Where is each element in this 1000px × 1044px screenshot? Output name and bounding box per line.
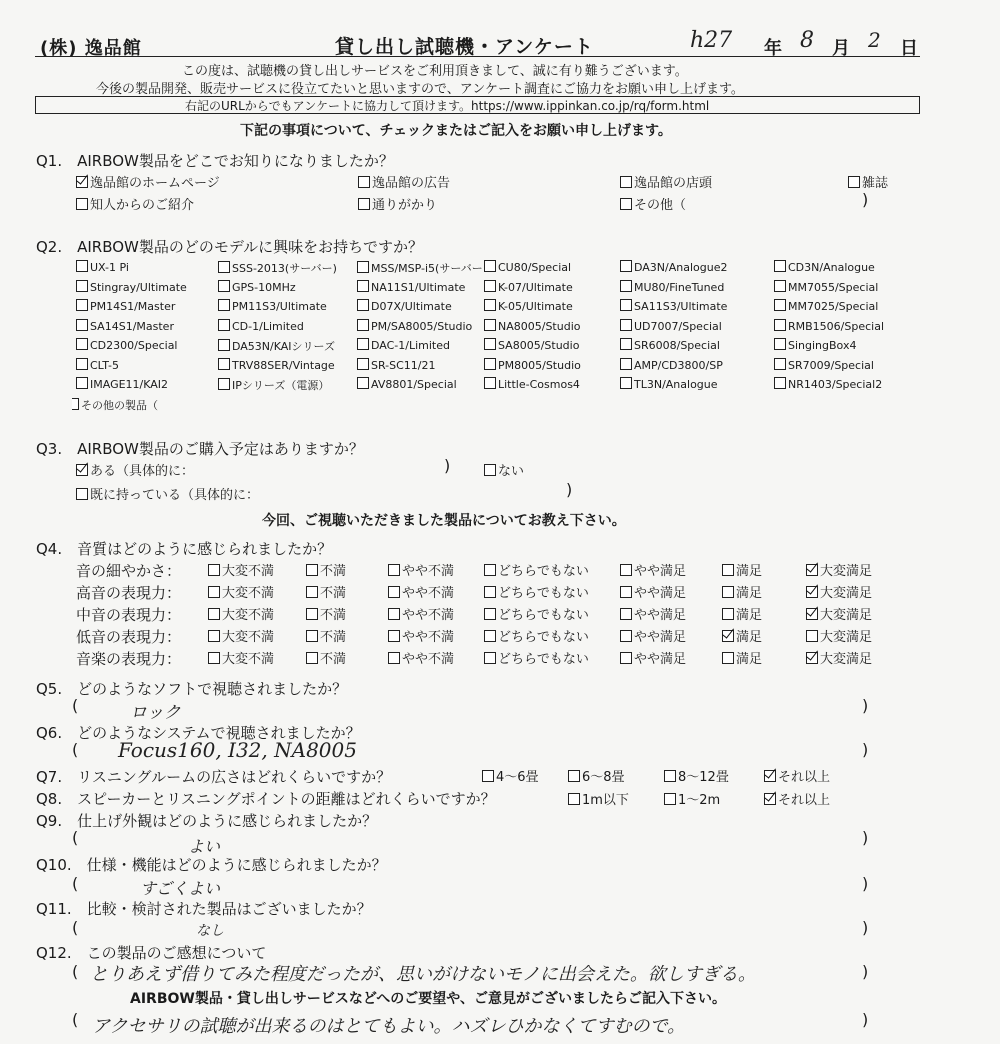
- header-rule: [35, 56, 920, 57]
- q2-other-products[interactable]: その他の製品（: [72, 397, 158, 413]
- q4-row-label: 音の細やかさ：: [76, 562, 182, 580]
- q1-option-store[interactable]: 逸品館の店頭: [620, 172, 712, 191]
- checkbox-icon[interactable]: [388, 652, 400, 664]
- q4-row-label: 中音の表現力：: [76, 606, 182, 624]
- checkbox-icon[interactable]: [620, 319, 632, 331]
- checkbox-icon[interactable]: [306, 586, 318, 598]
- q2-model-option[interactable]: Stingray/Ultimate: [76, 280, 187, 294]
- q1-option-passing[interactable]: 通りがかり: [358, 194, 437, 213]
- date-year-value: h27: [690, 28, 733, 53]
- checkbox-icon[interactable]: [357, 377, 369, 389]
- q6-answer[interactable]: Focus160, I32, NA8005: [118, 738, 357, 762]
- q4-rating-option[interactable]: 不満: [306, 604, 346, 623]
- q7-option[interactable]: 8～12畳: [664, 766, 729, 785]
- q1-option-magazine[interactable]: 雑誌: [848, 172, 888, 191]
- q4-rating-option[interactable]: やや満足: [620, 560, 686, 579]
- checkbox-icon[interactable]: [357, 299, 369, 311]
- checkbox-icon[interactable]: [76, 377, 88, 389]
- checkbox-icon[interactable]: [620, 586, 632, 598]
- q4-rating-option[interactable]: やや不満: [388, 582, 454, 601]
- date-day-value: 2: [868, 28, 881, 52]
- q4-rating-option[interactable]: 不満: [306, 626, 346, 645]
- date-day-label: 日: [900, 38, 919, 59]
- checkbox-icon[interactable]: [484, 377, 496, 389]
- checkbox-icon[interactable]: [357, 261, 369, 273]
- checkbox-icon[interactable]: [76, 198, 88, 210]
- q4-rating-option[interactable]: 大変満足: [806, 604, 872, 623]
- q2-model-option[interactable]: PM/SA8005/Studio: [357, 319, 472, 333]
- q4-rating-option[interactable]: 大変満足: [806, 626, 872, 645]
- q5-close: ): [862, 696, 869, 715]
- checkbox-checked-icon[interactable]: [722, 630, 734, 642]
- checkbox-icon[interactable]: [357, 280, 369, 292]
- q4-rating-option[interactable]: 満足: [722, 626, 762, 645]
- q2-model-option[interactable]: AMP/CD3800/SP: [620, 358, 723, 372]
- q2-model-option[interactable]: DA53N/KAIシリーズ: [218, 338, 335, 354]
- date-month-label: 月: [832, 38, 851, 59]
- q11-answer[interactable]: なし: [196, 923, 224, 939]
- q4-rating-option[interactable]: 満足: [722, 560, 762, 579]
- q2-model-option[interactable]: CD-1/Limited: [218, 319, 304, 333]
- q2-model-option[interactable]: Little-Cosmos4: [484, 377, 580, 391]
- q1-option-ad[interactable]: 逸品館の広告: [358, 172, 450, 191]
- checkbox-icon[interactable]: [388, 608, 400, 620]
- checkbox-checked-icon[interactable]: [806, 652, 818, 664]
- checkbox-checked-icon[interactable]: [76, 176, 88, 188]
- checkbox-icon[interactable]: [208, 652, 220, 664]
- checkbox-icon[interactable]: [620, 358, 632, 370]
- q4-rating-option[interactable]: 大変満足: [806, 582, 872, 601]
- checkbox-icon[interactable]: [388, 564, 400, 576]
- q7-option[interactable]: それ以上: [764, 766, 830, 785]
- checkbox-icon[interactable]: [774, 377, 786, 389]
- q4-rating-option[interactable]: 大変不満: [208, 626, 274, 645]
- checkbox-icon[interactable]: [72, 398, 79, 410]
- q10-label: Q10. 仕様・機能はどのように感じられましたか？: [36, 856, 387, 874]
- checkbox-icon[interactable]: [774, 358, 786, 370]
- q4-rating-option[interactable]: 不満: [306, 560, 346, 579]
- q12-open: (: [72, 962, 79, 981]
- q4-rating-option[interactable]: 大変満足: [806, 648, 872, 667]
- intro-line-2: 今後の製品開発、販売サービスに役立てたいと思いますので、アンケート調査にご協力をお願い申し上げます。: [96, 82, 744, 97]
- q9-close: ): [862, 828, 869, 847]
- q2-model-option[interactable]: K-07/Ultimate: [484, 280, 573, 294]
- checkbox-icon[interactable]: [774, 338, 786, 350]
- q4-rating-option[interactable]: どちらでもない: [484, 582, 589, 601]
- q1-label: Q1. AIRBOW製品をどこでお知りになりましたか？: [36, 152, 394, 170]
- q4-rating-option[interactable]: 大変不満: [208, 582, 274, 601]
- footer-request: AIRBOW製品・貸し出しサービスなどへのご要望や、ご意見がございましたらご記入下さい。: [130, 991, 726, 1007]
- q4-rating-option[interactable]: どちらでもない: [484, 626, 589, 645]
- q6-label: Q6. どのようなシステムで視聴されましたか？: [36, 724, 361, 742]
- checkbox-icon[interactable]: [218, 339, 230, 351]
- checkbox-icon[interactable]: [484, 338, 496, 350]
- checkbox-icon[interactable]: [620, 260, 632, 272]
- q2-model-option[interactable]: SSS-2013(サーバー): [218, 260, 337, 276]
- checkbox-icon[interactable]: [76, 280, 88, 292]
- q4-rating-option[interactable]: やや満足: [620, 626, 686, 645]
- q2-model-option[interactable]: GPS-10MHz: [218, 280, 296, 294]
- footer-answer[interactable]: アクセサリの試聴が出来るのはとてもよい。ハズレひかなくてすむので。: [92, 1016, 686, 1037]
- checkbox-icon[interactable]: [568, 793, 580, 805]
- checkbox-icon[interactable]: [620, 564, 632, 576]
- q2-model-option[interactable]: DAC-1/Limited: [357, 338, 450, 352]
- checkbox-checked-icon[interactable]: [764, 793, 776, 805]
- q2-model-option[interactable]: MM7025/Special: [774, 299, 878, 313]
- checkbox-checked-icon[interactable]: [764, 770, 776, 782]
- checkbox-icon[interactable]: [620, 280, 632, 292]
- q2-model-option[interactable]: D07X/Ultimate: [357, 299, 452, 313]
- checkbox-icon[interactable]: [568, 770, 580, 782]
- checkbox-icon[interactable]: [848, 176, 860, 188]
- q2-model-option[interactable]: NA11S1/Ultimate: [357, 280, 465, 294]
- q2-model-option[interactable]: SA8005/Studio: [484, 338, 579, 352]
- q2-model-option[interactable]: RMB1506/Special: [774, 319, 884, 333]
- q4-rating-option[interactable]: 大変不満: [208, 648, 274, 667]
- checkbox-icon[interactable]: [208, 564, 220, 576]
- checkbox-icon[interactable]: [76, 299, 88, 311]
- q4-rating-option[interactable]: やや不満: [388, 648, 454, 667]
- checkbox-icon[interactable]: [388, 586, 400, 598]
- checkbox-icon[interactable]: [484, 280, 496, 292]
- checkbox-icon[interactable]: [620, 338, 632, 350]
- q2-model-option[interactable]: SR6008/Special: [620, 338, 720, 352]
- q4-rating-option[interactable]: やや不満: [388, 560, 454, 579]
- q2-model-option[interactable]: PM8005/Studio: [484, 358, 581, 372]
- q9-label: Q9. 仕上げ外観はどのように感じられましたか？: [36, 812, 378, 830]
- checkbox-icon[interactable]: [357, 319, 369, 331]
- checkbox-icon[interactable]: [76, 358, 88, 370]
- checkbox-icon[interactable]: [306, 608, 318, 620]
- q2-model-option[interactable]: NA8005/Studio: [484, 319, 581, 333]
- q3-label: Q3. AIRBOW製品のご購入予定はありますか？: [36, 440, 364, 458]
- q4-rating-option[interactable]: 不満: [306, 648, 346, 667]
- checkbox-icon[interactable]: [484, 608, 496, 620]
- checkbox-icon[interactable]: [306, 652, 318, 664]
- checkbox-icon[interactable]: [620, 608, 632, 620]
- checkbox-icon[interactable]: [620, 652, 632, 664]
- checkbox-icon[interactable]: [722, 652, 734, 664]
- checkbox-icon[interactable]: [218, 319, 230, 331]
- checkbox-icon[interactable]: [484, 464, 496, 476]
- checkbox-icon[interactable]: [357, 338, 369, 350]
- checkbox-icon[interactable]: [722, 586, 734, 598]
- q8-option[interactable]: それ以上: [764, 789, 830, 808]
- q2-model-option[interactable]: MSS/MSP-i5(サーバー: [357, 260, 483, 276]
- date-month-value: 8: [800, 28, 814, 53]
- q11-open: (: [72, 918, 79, 937]
- q2-model-option[interactable]: IMAGE11/KAI2: [76, 377, 168, 391]
- checkbox-icon[interactable]: [620, 377, 632, 389]
- q4-rating-option[interactable]: 満足: [722, 604, 762, 623]
- q4-rating-option[interactable]: どちらでもない: [484, 560, 589, 579]
- checkbox-icon[interactable]: [484, 358, 496, 370]
- q3-have-close: ): [566, 480, 573, 499]
- q2-model-option[interactable]: SA11S3/Ultimate: [620, 299, 727, 313]
- checkbox-icon[interactable]: [722, 564, 734, 576]
- checkbox-icon[interactable]: [218, 299, 230, 311]
- q10-answer[interactable]: すごくよい: [140, 879, 221, 898]
- q2-model-option[interactable]: MU80/FineTuned: [620, 280, 724, 294]
- q4-rating-option[interactable]: どちらでもない: [484, 648, 589, 667]
- checkbox-icon[interactable]: [484, 299, 496, 311]
- q2-label: Q2. AIRBOW製品のどのモデルに興味をお持ちですか？: [36, 238, 423, 256]
- checkbox-icon[interactable]: [774, 260, 786, 272]
- q8-option[interactable]: 1m以下: [568, 789, 629, 808]
- q2-model-option[interactable]: PM14S1/Master: [76, 299, 175, 313]
- q2-model-option[interactable]: CLT-5: [76, 358, 119, 372]
- q1-option-homepage[interactable]: 逸品館のホームページ: [76, 172, 220, 191]
- q11-close: ): [862, 918, 869, 937]
- q3-yes-close: ): [444, 456, 451, 475]
- checkbox-icon[interactable]: [208, 630, 220, 642]
- checkbox-icon[interactable]: [484, 652, 496, 664]
- q4-rating-option[interactable]: やや満足: [620, 582, 686, 601]
- checkbox-icon[interactable]: [358, 176, 370, 188]
- checkbox-icon[interactable]: [357, 358, 369, 370]
- checkbox-icon[interactable]: [306, 564, 318, 576]
- q4-row-label: 低音の表現力：: [76, 628, 182, 646]
- q8-option[interactable]: 1～2m: [664, 789, 720, 808]
- checkbox-icon[interactable]: [664, 793, 676, 805]
- checkbox-icon[interactable]: [76, 319, 88, 331]
- q2-model-option[interactable]: CU80/Special: [484, 260, 571, 274]
- q4-rating-option[interactable]: 不満: [306, 582, 346, 601]
- checkbox-icon[interactable]: [722, 608, 734, 620]
- q2-model-option[interactable]: SingingBox4: [774, 338, 856, 352]
- q5-label: Q5. どのようなソフトで視聴されましたか？: [36, 680, 348, 698]
- q7-option[interactable]: 6～8畳: [568, 766, 625, 785]
- url-note: 右記のURLからでもアンケートに協力して頂けます。https://www.ippinkan.co.jp/rq/form.html: [185, 99, 710, 113]
- intro-line-1: この度は、試聴機の貸し出しサービスをご利用頂きまして、誠に有り難うございます。: [182, 64, 688, 79]
- q2-model-option[interactable]: K-05/Ultimate: [484, 299, 573, 313]
- checkbox-icon[interactable]: [482, 770, 494, 782]
- q2-model-option[interactable]: MM7055/Special: [774, 280, 878, 294]
- q12-close: ): [862, 962, 869, 981]
- checkbox-icon[interactable]: [388, 630, 400, 642]
- q2-model-option[interactable]: PM11S3/Ultimate: [218, 299, 327, 313]
- checkbox-icon[interactable]: [774, 299, 786, 311]
- q11-label: Q11. 比較・検討された製品はございましたか？: [36, 900, 372, 918]
- checkbox-icon[interactable]: [306, 630, 318, 642]
- q2-model-option[interactable]: UD7007/Special: [620, 319, 722, 333]
- checkbox-icon[interactable]: [774, 280, 786, 292]
- q4-rating-option[interactable]: やや不満: [388, 626, 454, 645]
- q2-model-option[interactable]: SR-SC11/21: [357, 358, 436, 372]
- q4-rating-option[interactable]: 大変満足: [806, 560, 872, 579]
- checkbox-icon[interactable]: [208, 586, 220, 598]
- q9-answer[interactable]: よい: [188, 837, 221, 856]
- q4-row-label: 音楽の表現力：: [76, 650, 182, 668]
- checkbox-icon[interactable]: [620, 630, 632, 642]
- q4-rating-option[interactable]: どちらでもない: [484, 604, 589, 623]
- q2-model-option[interactable]: SA14S1/Master: [76, 319, 174, 333]
- q5-answer[interactable]: ロック: [130, 703, 181, 723]
- date-year-label: 年: [764, 38, 783, 59]
- footer-open: (: [72, 1010, 79, 1029]
- q12-label: Q12. この製品のご感想について: [36, 944, 267, 962]
- q2-model-option[interactable]: NR1403/Special2: [774, 377, 882, 391]
- q4-rating-option[interactable]: 満足: [722, 582, 762, 601]
- form-title: 貸し出し試聴機・アンケート: [335, 36, 594, 58]
- q4-rating-option[interactable]: やや満足: [620, 648, 686, 667]
- checkbox-icon[interactable]: [208, 608, 220, 620]
- q8-label: Q8. スピーカーとリスニングポイントの距離はどれくらいですか？: [36, 790, 496, 808]
- checkbox-icon[interactable]: [774, 319, 786, 331]
- q2-model-option[interactable]: SR7009/Special: [774, 358, 874, 372]
- company-name: (株) 逸品館: [40, 38, 142, 59]
- q5-open: (: [72, 696, 79, 715]
- checkbox-icon[interactable]: [484, 260, 496, 272]
- q2-model-option[interactable]: IPシリーズ（電源）: [218, 377, 329, 393]
- checkbox-checked-icon[interactable]: [76, 464, 88, 476]
- checkbox-icon[interactable]: [620, 198, 632, 210]
- q4-rating-option[interactable]: やや満足: [620, 604, 686, 623]
- checkbox-checked-icon[interactable]: [806, 586, 818, 598]
- checkbox-icon[interactable]: [218, 358, 230, 370]
- q7-option[interactable]: 4～6畳: [482, 766, 539, 785]
- q4-rating-option[interactable]: 満足: [722, 648, 762, 667]
- q7-label: Q7. リスニングルームの広さはどれくらいですか？: [36, 768, 392, 786]
- q1-option-friend[interactable]: 知人からのご紹介: [76, 194, 194, 213]
- checkbox-checked-icon[interactable]: [806, 564, 818, 576]
- q2-model-option[interactable]: AV8801/Special: [357, 377, 457, 391]
- q3-option-have[interactable]: 既に持っている（具体的に：: [76, 484, 259, 503]
- q2-model-option[interactable]: DA3N/Analogue2: [620, 260, 727, 274]
- q4-rating-option[interactable]: 大変不満: [208, 604, 274, 623]
- q3-option-no[interactable]: ない: [484, 460, 524, 479]
- q2-model-option[interactable]: TRV88SER/Vintage: [218, 358, 335, 372]
- checkbox-icon[interactable]: [620, 299, 632, 311]
- q2-model-option[interactable]: CD2300/Special: [76, 338, 177, 352]
- checkbox-checked-icon[interactable]: [806, 608, 818, 620]
- q1-other-close: ): [862, 190, 869, 209]
- q12-answer[interactable]: とりあえず借りてみた程度だったが、思いがけないモノに出会えた。欲しすぎる。: [90, 964, 756, 985]
- checkbox-icon[interactable]: [358, 198, 370, 210]
- checkbox-icon[interactable]: [806, 630, 818, 642]
- checkbox-icon[interactable]: [664, 770, 676, 782]
- q6-open: (: [72, 740, 79, 759]
- q4-rating-option[interactable]: やや不満: [388, 604, 454, 623]
- checkbox-icon[interactable]: [484, 319, 496, 331]
- checkbox-icon[interactable]: [484, 564, 496, 576]
- q10-open: (: [72, 874, 79, 893]
- checkbox-icon[interactable]: [484, 630, 496, 642]
- footer-close: ): [862, 1010, 869, 1029]
- checkbox-icon[interactable]: [218, 280, 230, 292]
- q2-model-option[interactable]: UX-1 Pi: [76, 260, 129, 274]
- q1-option-other[interactable]: その他（: [620, 194, 686, 213]
- checkbox-icon[interactable]: [484, 586, 496, 598]
- q3-option-yes[interactable]: ある（具体的に：: [76, 460, 194, 479]
- q4-rating-option[interactable]: 大変不満: [208, 560, 274, 579]
- q10-close: ): [862, 874, 869, 893]
- q2-model-option[interactable]: CD3N/Analogue: [774, 260, 875, 274]
- checkbox-icon[interactable]: [218, 261, 230, 273]
- q9-open: (: [72, 828, 79, 847]
- checkbox-icon[interactable]: [218, 378, 230, 390]
- q4-row-label: 高音の表現力：: [76, 584, 182, 602]
- q2-model-option[interactable]: TL3N/Analogue: [620, 377, 718, 391]
- section-title: 今回、ご視聴いただきました製品についてお教え下さい。: [262, 513, 626, 529]
- checkbox-icon[interactable]: [76, 338, 88, 350]
- checkbox-icon[interactable]: [76, 260, 88, 272]
- q6-close: ): [862, 740, 869, 759]
- instructions: 下記の事項について、チェックまたはご記入をお願い申し上げます。: [240, 123, 672, 139]
- checkbox-icon[interactable]: [76, 488, 88, 500]
- q4-label: Q4. 音質はどのように感じられましたか？: [36, 540, 333, 558]
- checkbox-icon[interactable]: [620, 176, 632, 188]
